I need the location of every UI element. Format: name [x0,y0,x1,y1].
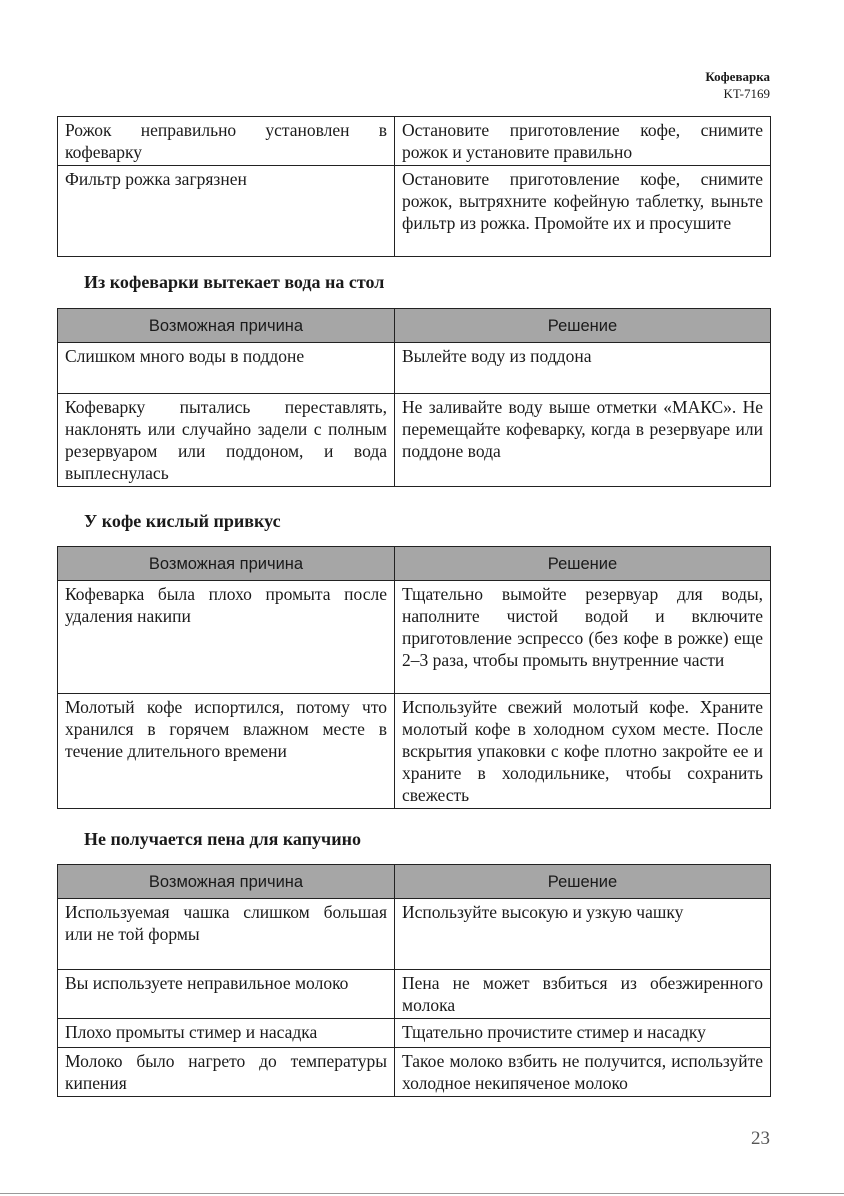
cause-cell: Кофеварка была плохо промыта после удаления накипи [58,581,395,694]
cause-cell: Кофеварку пытались переставлять, наклонять или случайно задели с полным резервуаром или поддоном, и вода выплеснулась [58,394,395,487]
cause-cell: Фильтр рожка загрязнен [58,166,395,257]
troubleshooting-table-continued [57,116,771,257]
model-number: KT-7169 [723,86,770,101]
column-header-solution: Решение [395,547,771,581]
table-row [58,343,771,394]
table-header-row [58,865,771,899]
solution-cell: Остановите приготовление кофе, снимите рожок, вытряхните кофейную таблетку, выньте фильтр из рожка. Промойте их и просушите [395,166,771,257]
solution-cell: Пена не может взбиться из обезжиренного молока [395,970,771,1019]
solution-cell: Тщательно прочистите стимер и насадку [395,1019,771,1048]
solution-cell: Не заливайте воду выше отметки «МАКС». Не перемещайте кофеварку, когда в резервуаре или поддоне вода [395,394,771,487]
table-header-row [58,309,771,343]
cause-cell: Слишком много воды в поддоне [58,343,395,394]
troubleshooting-table [57,864,771,1097]
cause-cell: Молотый кофе испортился, потому что хранился в горячем влажном месте в течение длительного времени [58,694,395,809]
cause-cell: Используемая чашка слишком большая или не той формы [58,899,395,970]
column-header-cause: Возможная причина [58,547,395,581]
footer-divider [0,1193,844,1194]
section-title: Из кофеварки вытекает вода на стол [84,272,385,292]
column-header-cause: Возможная причина [58,309,395,343]
solution-cell: Используйте высокую и узкую чашку [395,899,771,970]
cause-cell: Вы используете неправильное молоко [58,970,395,1019]
table-row [58,581,771,694]
table-row [58,117,771,166]
troubleshooting-table [57,308,771,487]
solution-cell: Остановите приготовление кофе, снимите рожок и установите правильно [395,117,771,166]
product-name: Кофеварка [705,69,770,84]
column-header-cause: Возможная причина [58,865,395,899]
table-row [58,970,771,1019]
table-row [58,899,771,970]
section-title: У кофе кислый привкус [84,511,281,531]
table-row [58,394,771,487]
column-header-solution: Решение [395,309,771,343]
table-row [58,1019,771,1048]
solution-cell: Вылейте воду из поддона [395,343,771,394]
page-header [705,68,770,102]
table-row [58,694,771,809]
table-row [58,166,771,257]
section-title: Не получается пена для капучино [84,829,361,849]
troubleshooting-table [57,546,771,809]
solution-cell: Такое молоко взбить не получится, используйте холодное некипяченое молоко [395,1048,771,1097]
column-header-solution: Решение [395,865,771,899]
solution-cell: Используйте свежий молотый кофе. Храните молотый кофе в холодном сухом месте. После вскрытия упаковки с кофе плотно закройте ее и храните в холодильнике, чтобы сохранить свежесть [395,694,771,809]
solution-cell: Тщательно вымойте резервуар для воды, наполните чистой водой и включите приготовление эспрессо (без кофе в рожке) еще 2–3 раза, чтобы промыть внутренние части [395,581,771,694]
table-row [58,1048,771,1097]
cause-cell: Молоко было нагрето до температуры кипения [58,1048,395,1097]
table-header-row [58,547,771,581]
cause-cell: Рожок неправильно установлен в кофеварку [58,117,395,166]
page-number: 23 [751,1128,770,1149]
cause-cell: Плохо промыты стимер и насадка [58,1019,395,1048]
